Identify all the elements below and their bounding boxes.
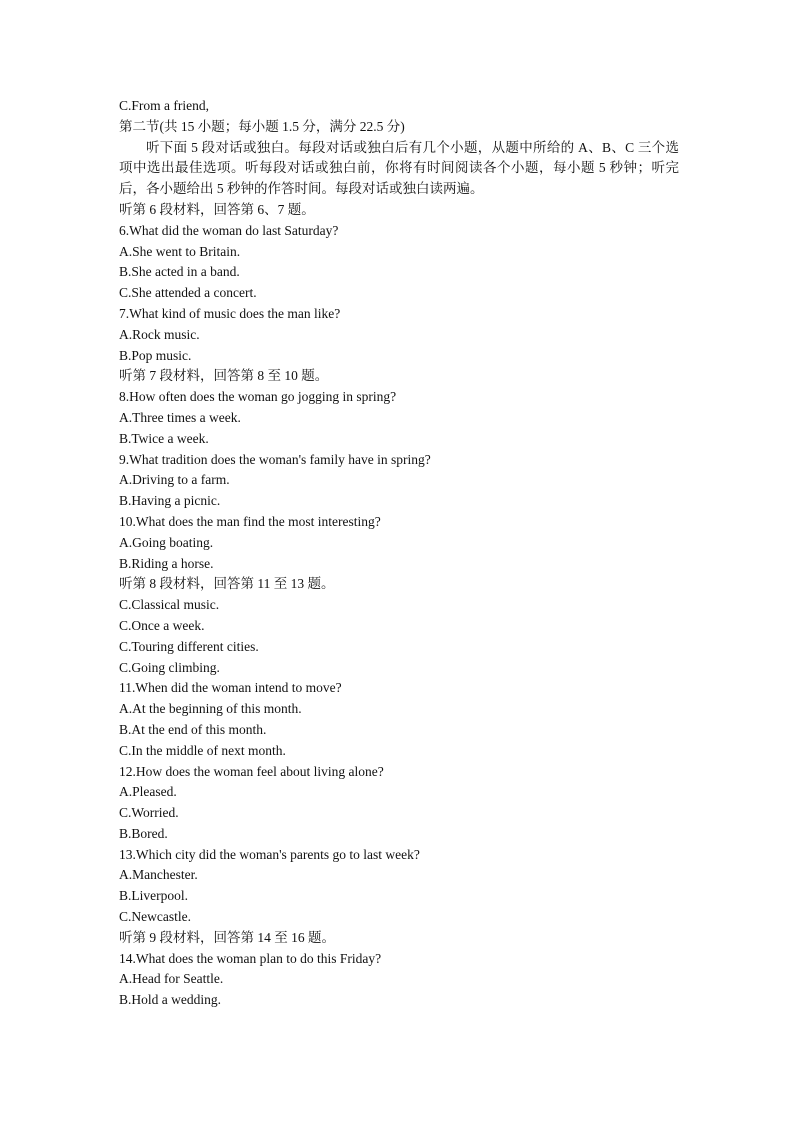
option-line: C.Classical music.: [119, 597, 220, 613]
text-line: C.From a friend,: [119, 98, 209, 113]
option-line: C.Touring different cities.: [119, 638, 259, 654]
option-line: A.Pleased.: [119, 784, 177, 800]
option-line: A.Head for Seattle.: [119, 971, 224, 987]
option-line: B.At the end of this month.: [119, 721, 267, 737]
option-line: B.Bored.: [119, 825, 168, 841]
option-line: C.She attended a concert.: [119, 285, 257, 301]
question-7: 7.What kind of music does the man like?: [119, 305, 341, 321]
option-line: A.She went to Britain.: [119, 243, 241, 259]
option-line: C.Going climbing.: [119, 659, 220, 675]
option-line: A.At the beginning of this month.: [119, 701, 302, 717]
instruction-paragraph: 听下面 5 段对话或独白。每段对话或独白后有几个小题，从题中所给的 A、B、C 三个选项中选出最佳选项。听每段对话或独白前，你将有时间阅读各个小题，每小题 5 秒钟；听完后，各小题给出 5 秒钟的作答时间。每段对话或独白读两遍。: [119, 139, 679, 197]
option-line: B.She acted in a band.: [119, 264, 240, 280]
material-heading: 听第 9 段材料，回答第 14 至 16 题。: [119, 929, 335, 945]
option-line: A.Driving to a farm.: [119, 472, 230, 488]
section-heading: 第二节(共 15 小题；每小题 1.5 分，满分 22.5 分): [119, 118, 405, 134]
question-12: 12.How does the woman feel about living alone?: [119, 763, 384, 779]
option-line: B.Liverpool.: [119, 888, 188, 904]
question-8: 8.How often does the woman go jogging in spring?: [119, 389, 397, 405]
option-line: B.Pop music.: [119, 347, 192, 363]
document-page: [119, 96, 679, 1011]
option-line: A.Manchester.: [119, 867, 198, 883]
option-line: A.Rock music.: [119, 326, 200, 342]
option-line: B.Twice a week.: [119, 430, 209, 446]
question-11: 11.When did the woman intend to move?: [119, 680, 342, 696]
option-line: B.Having a picnic.: [119, 493, 221, 509]
question-13: 13.Which city did the woman's parents go to last week?: [119, 846, 420, 862]
option-line: A.Three times a week.: [119, 409, 241, 425]
question-9: 9.What tradition does the woman's family have in spring?: [119, 451, 431, 467]
option-line: C.In the middle of next month.: [119, 742, 286, 758]
option-line: C.Worried.: [119, 805, 179, 821]
question-10: 10.What does the man find the most interesting?: [119, 513, 381, 529]
option-line: B.Hold a wedding.: [119, 992, 221, 1008]
option-line: C.Newcastle.: [119, 909, 191, 925]
material-heading: 听第 6 段材料，回答第 6、7 题。: [119, 201, 315, 217]
option-line: B.Riding a horse.: [119, 555, 214, 571]
question-6: 6.What did the woman do last Saturday?: [119, 222, 339, 238]
material-heading: 听第 8 段材料，回答第 11 至 13 题。: [119, 576, 335, 592]
question-14: 14.What does the woman plan to do this Friday?: [119, 950, 382, 966]
option-line: C.Once a week.: [119, 617, 205, 633]
material-heading: 听第 7 段材料，回答第 8 至 10 题。: [119, 368, 329, 384]
option-line: A.Going boating.: [119, 534, 214, 550]
